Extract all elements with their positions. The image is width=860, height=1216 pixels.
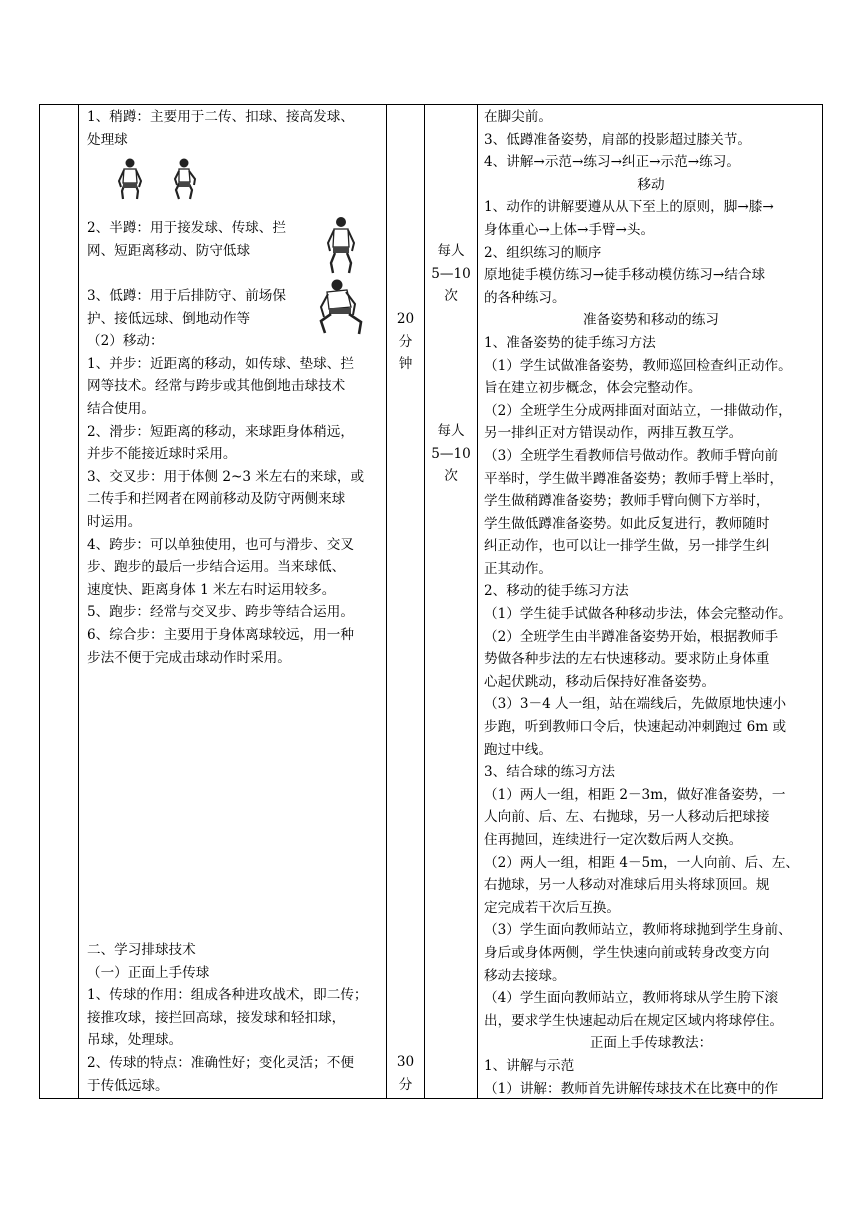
content-line: 1、稍蹲：主要用于二传、扣球、接高发球、 [87, 109, 354, 125]
method-line: 2、移动的徒手练习方法 [484, 583, 629, 600]
method-line: 3、低蹲准备姿势，肩部的投影超过膝关节。 [484, 131, 751, 148]
method-line: 学生做稍蹲准备姿势；教师手臂向侧下方举时， [484, 493, 770, 510]
content-line: 处理球 [87, 131, 128, 148]
method-line: 身后或身体两侧，学生快速向前或转身改变方向 [484, 944, 770, 961]
method-line: （1）讲解：教师首先讲解传球技术在比赛中的作 [484, 1080, 779, 1097]
movement-block [87, 330, 381, 669]
content-line: 2、传球的特点：准确性好；变化灵活；不便 [87, 1054, 354, 1071]
content-line: （一）正面上手传球 [87, 964, 210, 981]
reps-unit: 次 [444, 288, 458, 305]
method-heading: 移动 [637, 176, 665, 193]
low-squat-figure [315, 277, 367, 337]
reps-range: 5—10 [431, 265, 471, 282]
reps-cell [425, 105, 478, 1099]
method-line: （2）全班学生由半蹲准备姿势开始，根据教师手 [484, 628, 779, 645]
lesson-plan-table [39, 104, 823, 1099]
content-line: 时运用。 [87, 513, 142, 530]
content-line: 2、半蹲：用于接发球、传球、拦 [87, 220, 286, 237]
method-line: （1）学生徒手试做各种移动步法，体会完整动作。 [484, 606, 792, 623]
content-top-block [87, 106, 381, 151]
method-line: （1）学生试做准备姿势，教师巡回检查纠正动作。 [484, 357, 792, 374]
content-line: 3、交叉步：用于体侧 2~3 米左右的来球，或 [87, 468, 365, 485]
content-line: 5、跑步：经常与交叉步、跨步等结合运用。 [87, 604, 354, 621]
slight-squat-figure-side [167, 157, 201, 201]
technique-block [87, 939, 368, 1097]
reps-label: 每人 [437, 423, 465, 439]
reps-unit: 次 [444, 468, 458, 485]
method-text [478, 105, 822, 1098]
content-line: 6、综合步：主要用于身体离球较远，用一种 [87, 626, 354, 643]
content-line: 1、传球的作用：组成各种进攻战术，即二传； [87, 987, 368, 1004]
method-line: 定完成若干次后互换。 [484, 899, 620, 916]
method-heading: 准备姿势和移动的练习 [583, 312, 719, 329]
method-line: （3）全班学生看教师信号做动作。教师手臂向前 [484, 447, 779, 464]
content-line: （2）移动： [87, 333, 164, 350]
content-line: 1、并步：近距离的移动，如传球、垫球、拦 [87, 355, 354, 372]
method-line: 心起伏跳动，移动后保持好准备姿势。 [484, 673, 716, 690]
content-line: 4、跨步：可以单独使用，也可与滑步、交叉 [87, 536, 354, 553]
method-line: 跑过中线。 [484, 741, 552, 758]
time-unit: 分 [398, 1076, 413, 1093]
method-line: 原地徒手模仿练习→徒手移动模仿练习→结合球 [484, 267, 766, 284]
method-heading: 正面上手传球教法： [589, 1035, 713, 1052]
slight-squat-figure-front [115, 157, 145, 201]
time-value: 30 [396, 1054, 415, 1070]
content-line: 接推攻球，接拦回高球，接发球和轻扣球， [87, 1009, 346, 1026]
method-line: 势做各种步法的左右快速移动。要求防止身体重 [484, 651, 770, 668]
half-squat-figure [323, 215, 359, 275]
table-row [40, 105, 823, 1099]
method-line: 在脚尖前。 [484, 109, 552, 125]
method-line: 4、讲解→示范→练习→纠正→示范→练习。 [484, 154, 740, 171]
time-unit: 分 [398, 333, 413, 350]
method-line: 右抛球，另一人移动对准球后用头将球顶回。规 [484, 877, 770, 894]
method-line: （2）两人一组，相距 4－5m，一人向前、后、左、 [484, 854, 800, 871]
reps-range: 5—10 [431, 445, 471, 462]
method-line: 的各种练习。 [484, 289, 566, 306]
method-line: 2、组织练习的顺序 [484, 244, 602, 261]
method-line: 步跑，听到教师口令后，快速起动冲刺跑过 6m 或 [484, 719, 787, 736]
content-cell [79, 105, 387, 1099]
method-cell [478, 105, 823, 1099]
method-line: （1）两人一组，相距 2－3m，做好准备姿势，一 [484, 786, 786, 803]
method-line: 移动去接球。 [484, 967, 566, 984]
method-line: 人向前、后、左、右抛球，另一人移动后把球接 [484, 809, 770, 826]
content-line: 二、学习排球技术 [87, 942, 196, 958]
method-line: 1、动作的讲解要遵从从下至上的原则，脚→膝→ [484, 199, 774, 216]
low-squat-block [87, 285, 381, 330]
content-line: 护、接低远球、倒地动作等 [87, 310, 251, 327]
method-line: 身体重心→上体→手臂→头。 [484, 221, 655, 238]
content-line: 3、低蹲：用于后排防守、前场保 [87, 288, 286, 305]
reps-second [425, 420, 477, 488]
content-line: 结合使用。 [87, 400, 155, 417]
method-line: 纠正动作，也可以让一排学生做，另一排学生纠 [484, 538, 770, 555]
content-line: 于传低远球。 [87, 1077, 169, 1094]
content-line: 网等技术。经常与跨步或其他倒地击球技术 [87, 378, 346, 395]
content-line: 步法不便于完成击球动作时采用。 [87, 649, 291, 666]
time-first [387, 308, 424, 376]
method-line: 学生做低蹲准备姿势。如此反复进行，教师随时 [484, 515, 770, 532]
method-line: （2）全班学生分成两排面对面站立，一排做动作， [484, 402, 792, 419]
method-line: 3、结合球的练习方法 [484, 764, 615, 781]
method-line: （3）3－4 人一组，站在端线后，先做原地快速小 [484, 696, 787, 713]
content-line: 吊球，处理球。 [87, 1032, 183, 1049]
content-line: 速度快、距离身体 1 米左右时运用较多。 [87, 581, 336, 598]
half-squat-block [87, 217, 381, 285]
content-line: 步、跑步的最后一步结合运用。当来球低、 [87, 559, 346, 576]
time-unit: 钟 [398, 356, 413, 373]
method-line: 另一排纠正对方错误动作，两排互教互学。 [484, 425, 743, 442]
slight-squat-figures [87, 151, 381, 217]
time-cell [387, 105, 425, 1099]
time-second [387, 1051, 424, 1096]
content-line: 网、短距离移动、防守低球 [87, 242, 251, 259]
method-line: （4）学生面向教师站立，教师将球从学生胯下滚 [484, 990, 779, 1007]
reps-label: 每人 [437, 243, 465, 259]
method-line: （3）学生面向教师站立，教师将球抛到学生身前、 [484, 922, 792, 939]
method-line: 旨在建立初步概念，体会完整动作。 [484, 380, 702, 397]
method-line: 住再抛回，连续进行一定次数后两人交换。 [484, 832, 743, 848]
time-value: 20 [396, 311, 415, 327]
method-line: 出，要求学生快速起动后在规定区域内将球停住。 [484, 1012, 784, 1029]
method-line: 平举时，学生做半蹲准备姿势；教师手臂上举时， [484, 470, 784, 487]
reps-first [425, 240, 477, 308]
content-line: 2、滑步：短距离的移动，来球距身体稍远， [87, 423, 354, 440]
method-line: 1、讲解与示范 [484, 1057, 575, 1074]
method-line: 1、准备姿势的徒手练习方法 [484, 334, 656, 351]
method-line: 正其动作。 [484, 560, 552, 577]
section-cell [40, 105, 79, 1099]
content-line: 二传手和拦网者在网前移动及防守两侧来球 [87, 491, 346, 508]
content-line: 并步不能接近球时采用。 [87, 446, 237, 463]
